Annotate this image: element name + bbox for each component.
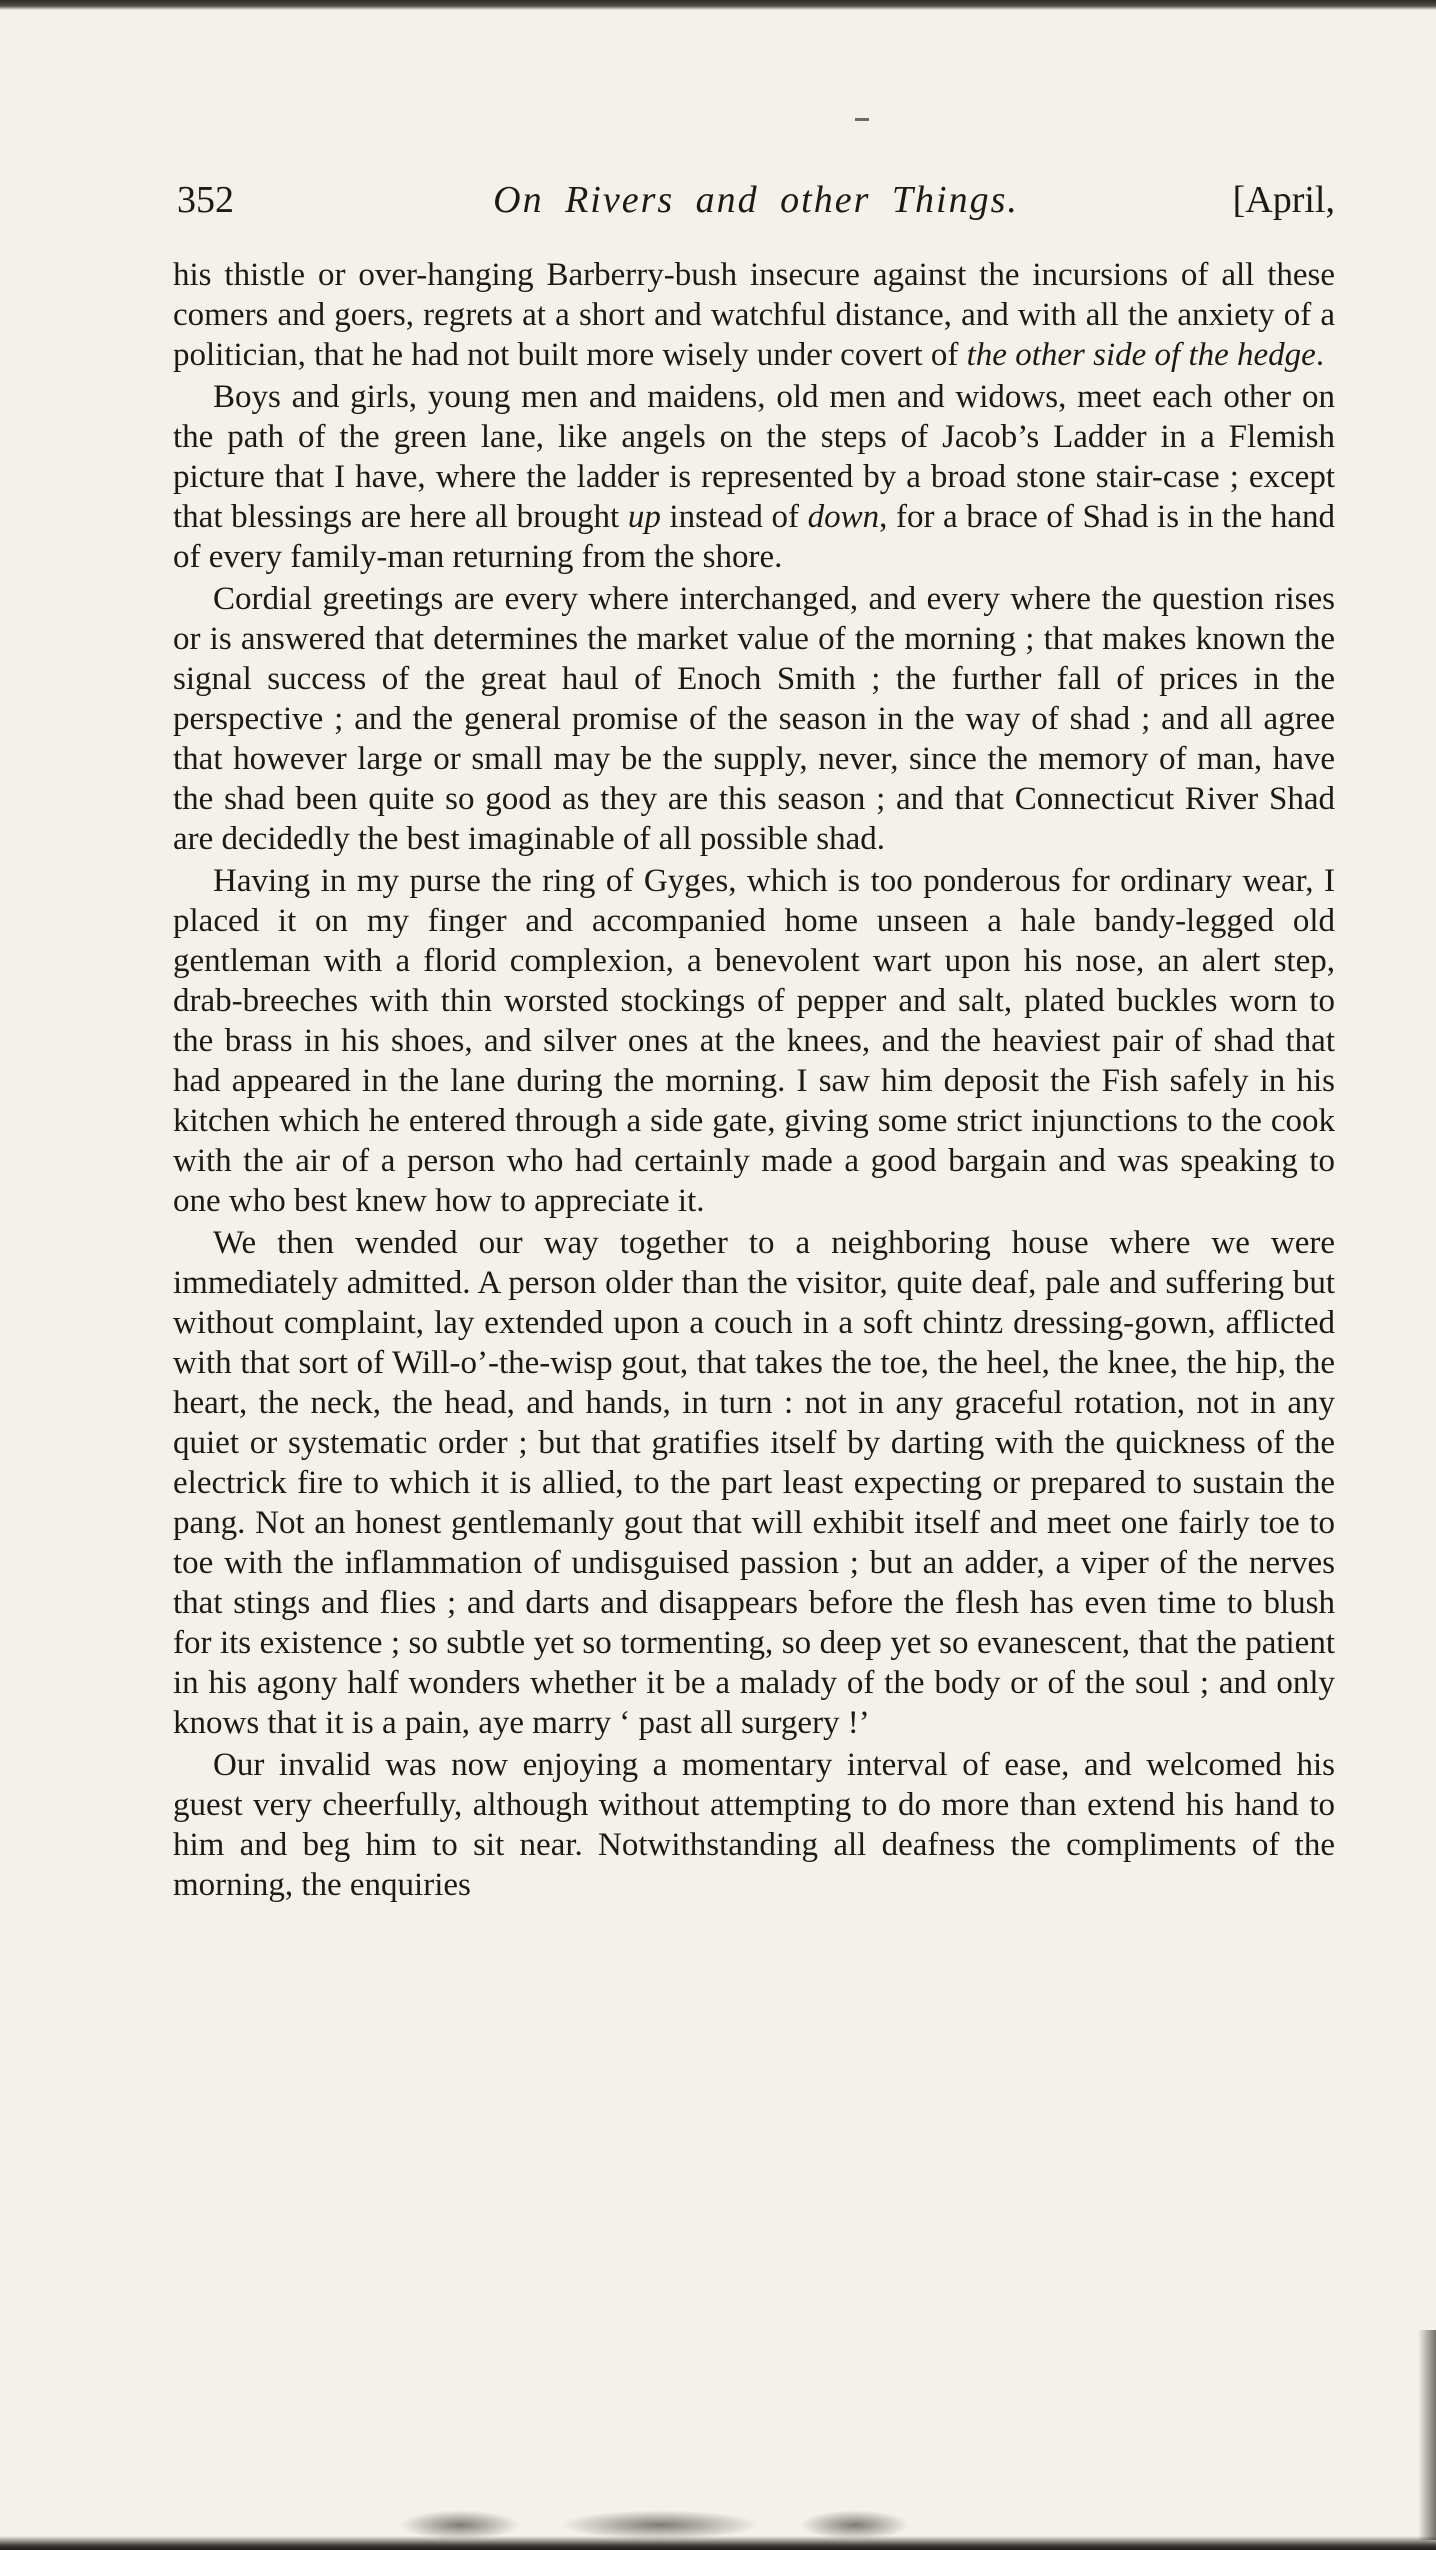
italic-phrase: down xyxy=(807,499,880,535)
text-run: his thistle or over-hanging Barberry-bush insecure against the incursions of all these comers and goers, regrets at a short and watchful distance, and with all the anxiety of a politician, that he had not built more wisely under covert of xyxy=(173,257,1335,373)
page-number: 352 xyxy=(177,179,234,221)
italic-phrase: the other side of the hedge xyxy=(966,337,1316,373)
header-date: [April, xyxy=(1232,179,1335,221)
scan-smudge xyxy=(400,2510,520,2540)
text-run: Our invalid was now enjoying a momentary interval of ease, and welcomed his guest very cheerfully, although without attempting to do more than extend his hand to him and beg him to sit near. Notwithstanding all deafness the compliments of the morning, the enquiries xyxy=(173,1747,1335,1903)
running-title: On Rivers and other Things. xyxy=(493,179,1019,221)
text-run: We then wended our way together to a neighboring house where we were immediately admitted. A person older than the visitor, quite deaf, pale and suffering but without complaint, lay extended upon a couch in a soft chintz dressing-gown, afflicted with that sort of Will-o’-the-wisp gout, that takes the toe, the heel, the knee, the hip, the heart, the neck, the head, and hands, in turn : not in any graceful rotation, not in any quiet or systematic order ; but that gratifies itself by darting with the quickness of the electrick fire to which it is allied, to the part least expecting or prepared to sustain the pang. Not an honest gentlemanly gout that will exhibit itself and meet one fairly toe to toe with the inflammation of undisguised passion ; but an adder, a viper of the nerves that stings and flies ; and darts and disappears before the flesh has even time to blush for its existence ; so subtle yet so tormenting, so deep yet so evanescent, that the patient in his agony half wonders whether it be a malady of the body or of the soul ; and only knows that it is a pain, aye marry ‘ past all surgery !’ xyxy=(173,1225,1335,1741)
top-page-edge xyxy=(0,0,1436,10)
paragraph xyxy=(173,579,1335,859)
paragraph xyxy=(173,1745,1335,1905)
text-run: instead of xyxy=(660,499,808,535)
text-run: Boys and girls, young men and maidens, old men and widows, meet each other on the path of the green lane, like angels on the steps of Jacob’s Ladder in a Flemish picture that I have, where the ladder is represented by a broad stone stair-case ; except that blessings are here all brought xyxy=(173,379,1335,535)
text-run: Cordial greetings are every where interchanged, and every where the question rises or is answered that determines the market value of the morning ; that makes known the signal success of the great haul of Enoch Smith ; the further fall of prices in the perspective ; and the general promise of the season in the way of shad ; and all agree that however large or small may be the supply, never, since the memory of man, have the shad been quite so good as they are this season ; and that Connecticut River Shad are decidedly the best imaginable of all possible shad. xyxy=(173,581,1335,857)
article-body xyxy=(173,255,1335,1907)
italic-phrase: up xyxy=(627,499,661,535)
paragraph xyxy=(173,255,1335,375)
printer-mark xyxy=(855,118,869,121)
text-run: Having in my purse the ring of Gyges, which is too ponderous for ordinary wear, I placed it on my finger and accompanied home unseen a hale bandy-legged old gentleman with a florid complexion, a benevolent wart upon his nose, an alert step, drab-breeches with thin worsted stockings of pepper and salt, plated buckles worn to the brass in his shoes, and silver ones at the knees, and the heaviest pair of shad that had appeared in the lane during the morning. I saw him deposit the Fish safely in his kitchen which he entered through a side gate, giving some strict injunctions to the cook with the air of a person who had certainly made a good bargain and was speaking to one who best knew how to appreciate it. xyxy=(173,863,1335,1219)
scan-smudge xyxy=(800,2510,910,2540)
text-run: . xyxy=(1315,337,1325,373)
paragraph xyxy=(173,861,1335,1221)
paragraph xyxy=(173,377,1335,577)
page-header xyxy=(177,170,1335,230)
text-run: , for a brace of Shad is in the hand of every family-man returning from the shore. xyxy=(173,499,1335,575)
scan-smudge xyxy=(560,2510,760,2540)
scan-edge-shadow xyxy=(1418,2330,1436,2540)
paragraph xyxy=(173,1223,1335,1743)
